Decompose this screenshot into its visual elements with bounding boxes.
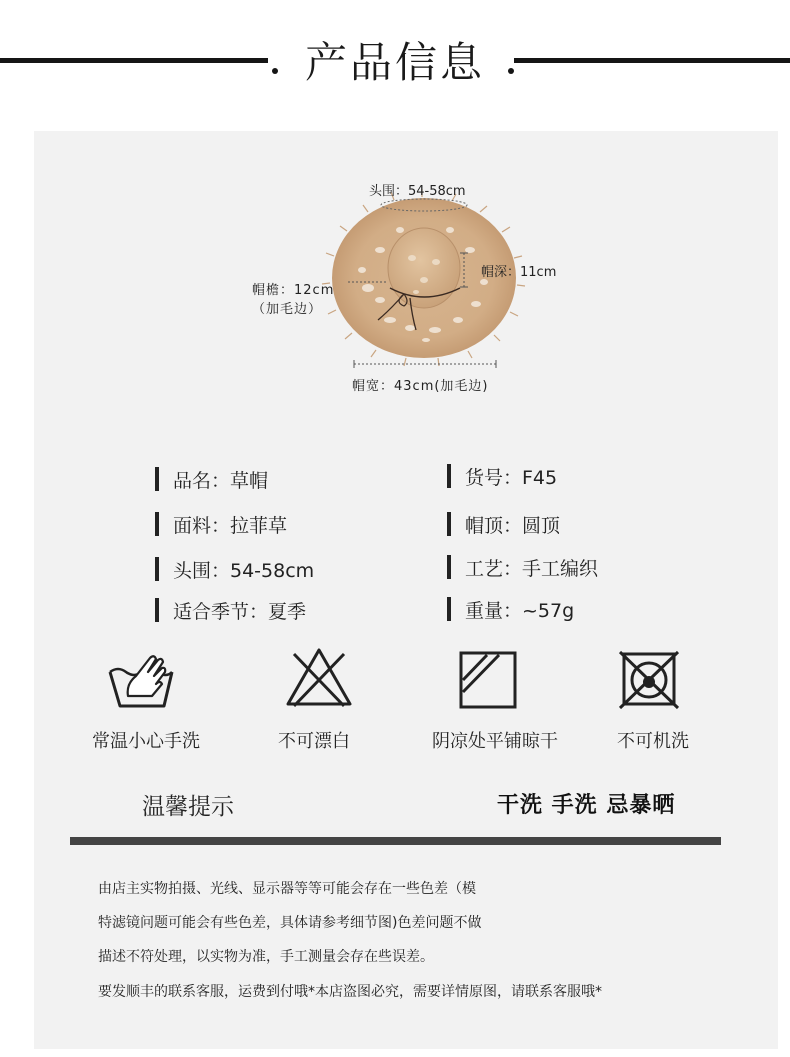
spec-crown — [447, 511, 560, 537]
spec-text: 重量：~57g — [465, 599, 575, 622]
spec-text: 头围：54-58cm — [173, 559, 315, 582]
brim-note-label: （加毛边） — [252, 302, 323, 317]
tips-care-summary: 干洗 手洗 忌暴晒 — [497, 793, 676, 818]
spec-weight — [447, 596, 574, 622]
spec-bullet — [447, 597, 451, 621]
no-bleach-icon — [284, 646, 354, 708]
hat-width-label: 帽宽：43cm(加毛边) — [352, 379, 489, 394]
tips-line-1: 由店主实物拍摄、光线、显示器等等可能会存在一些色差（模 — [98, 881, 476, 897]
tips-line-4: 要发顺丰的联系客服，运费到付哦*本店盗图必究，需要详情原图，请联系客服哦* — [98, 984, 602, 1000]
spec-bullet — [155, 598, 159, 622]
care-label-no-bleach: 不可漂白 — [278, 731, 350, 752]
tips-line-3: 描述不符处理，以实物为准，手工测量会存在些误差。 — [98, 949, 434, 965]
header-right-dot — [508, 68, 514, 74]
hand-wash-icon — [106, 650, 176, 712]
dry-flat-shade-icon — [453, 648, 523, 710]
care-label-no-tumble: 不可机洗 — [617, 731, 689, 752]
spec-text: 适合季节：夏季 — [173, 600, 307, 623]
header-left-dot — [272, 68, 278, 74]
no-tumble-dry-icon — [614, 648, 684, 710]
spec-text: 面料：拉菲草 — [173, 514, 288, 537]
spec-bullet — [155, 557, 159, 581]
spec-craft — [447, 554, 598, 580]
spec-bullet — [447, 512, 451, 536]
spec-item-number — [447, 463, 557, 489]
page-title: 产品信息 — [304, 38, 485, 87]
spec-text: 帽顶：圆顶 — [465, 514, 561, 537]
crown-depth-label: 帽深：11cm — [481, 265, 557, 280]
care-label-dry-flat: 阴凉处平铺晾干 — [432, 731, 558, 752]
spec-bullet — [155, 467, 159, 491]
spec-text: 货号：F45 — [465, 466, 558, 489]
tips-divider — [70, 837, 721, 845]
spec-bullet — [155, 512, 159, 536]
spec-text: 品名：草帽 — [173, 469, 269, 492]
spec-material — [155, 511, 287, 537]
brim-length-label: 帽檐：12cm — [252, 283, 335, 298]
tips-title: 温馨提示 — [142, 794, 234, 820]
header-right-rule — [514, 58, 790, 63]
spec-text: 工艺：手工编织 — [465, 557, 599, 580]
head-circumference-label: 头围：54-58cm — [369, 184, 466, 199]
tips-line-2: 特滤镜问题可能会有些色差，具体请参考细节图)色差问题不做 — [98, 915, 482, 931]
header-left-rule — [0, 58, 268, 63]
spec-name — [155, 466, 268, 492]
spec-head-size — [155, 556, 314, 582]
care-label-hand-wash: 常温小心手洗 — [92, 731, 200, 752]
spec-bullet — [447, 555, 451, 579]
spec-bullet — [447, 464, 451, 488]
spec-season — [155, 597, 306, 623]
